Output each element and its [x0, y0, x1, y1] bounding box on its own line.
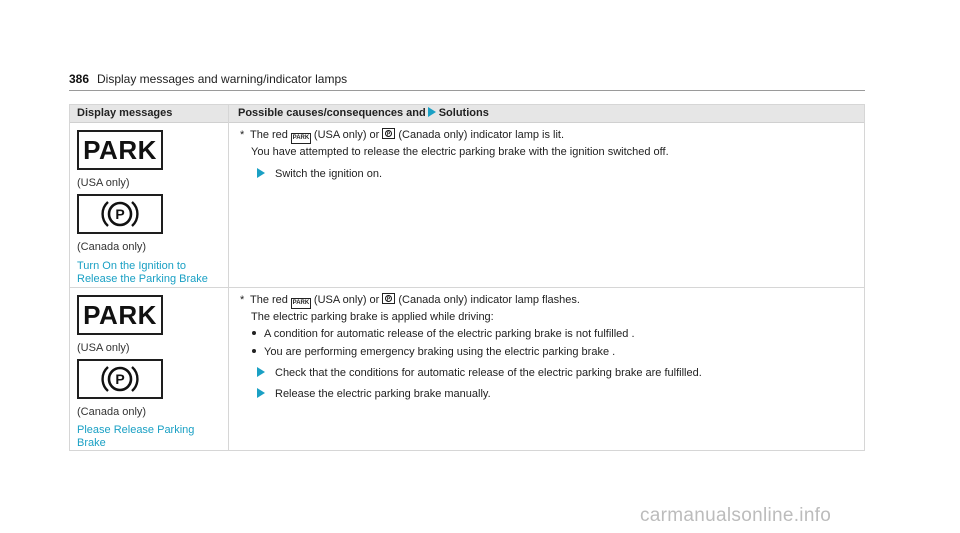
- column-header-causes-text: Possible causes/consequences and: [238, 107, 426, 119]
- parking-brake-p-icon: [77, 359, 163, 399]
- mini-p-icon: [382, 128, 395, 139]
- cause-mid: (USA only) or: [313, 294, 380, 306]
- solution-arrow-icon: [257, 168, 265, 178]
- bullet-text: You are performing emergency braking using the electric parking brake .: [264, 346, 616, 358]
- arrow-right-icon: [428, 107, 436, 117]
- cause-detail: The electric parking brake is applied while driving:: [251, 311, 494, 323]
- footnote-star: *: [240, 129, 245, 141]
- cause-post: (Canada only) indicator lamp is lit.: [398, 129, 565, 141]
- column-header-causes: [238, 107, 489, 119]
- page-number: 386: [69, 72, 90, 86]
- solution-arrow-icon: [257, 388, 265, 398]
- solution-text: Release the electric parking brake manually.: [275, 388, 491, 400]
- canada-only-label: (Canada only): [77, 241, 147, 253]
- cause-detail: You have attempted to release the electric parking brake with the ignition switched off.: [251, 146, 669, 158]
- parking-brake-p-icon: [77, 194, 163, 234]
- table-header: [70, 105, 864, 123]
- solution-item: [257, 168, 382, 180]
- canada-only-label: (Canada only): [77, 406, 147, 418]
- section-title: Display messages and warning/indicator lamps: [97, 72, 348, 86]
- bullet-item: [251, 328, 635, 340]
- watermark: carmanualsonline.info: [640, 505, 832, 526]
- solution-arrow-icon: [257, 367, 265, 377]
- cause-pre: The red: [250, 129, 288, 141]
- usa-only-label: (USA only): [77, 177, 130, 189]
- column-divider: [228, 105, 229, 450]
- page-header: [69, 70, 865, 91]
- bullet-dot-icon: [252, 349, 256, 353]
- column-header-display-messages: Display messages: [77, 107, 173, 119]
- svg-text:P: P: [387, 296, 391, 303]
- row-divider: [70, 287, 864, 288]
- solution-text: Switch the ignition on.: [275, 168, 383, 180]
- usa-only-label: (USA only): [77, 342, 130, 354]
- display-message-text: Turn On the Ignition to Release the Parking Brake: [77, 260, 208, 285]
- svg-text:P: P: [115, 371, 125, 387]
- column-header-solutions-text: Solutions: [438, 107, 489, 119]
- bullet-item: [251, 346, 615, 358]
- mini-park-icon: PARK: [291, 133, 311, 144]
- cause-pre: The red: [250, 294, 288, 306]
- cause-mid: (USA only) or: [313, 129, 380, 141]
- display-messages-table: [69, 104, 865, 451]
- svg-text:P: P: [115, 206, 125, 222]
- bullet-text: A condition for automatic release of the electric parking brake is not fulfilled .: [264, 328, 635, 340]
- svg-text:P: P: [387, 131, 391, 138]
- solution-item: [257, 388, 491, 400]
- solution-text: Check that the conditions for automatic release of the electric parking brake are fulfilled.: [275, 367, 702, 379]
- solution-item: [257, 367, 702, 379]
- mini-park-icon: PARK: [291, 298, 311, 309]
- park-indicator-icon: PARK: [77, 130, 163, 170]
- park-indicator-icon: PARK: [77, 295, 163, 335]
- display-message-text: Please Release Parking Brake: [77, 424, 195, 449]
- bullet-dot-icon: [252, 331, 256, 335]
- cause-post: (Canada only) indicator lamp flashes.: [398, 294, 580, 306]
- footnote-star: *: [240, 294, 245, 306]
- cause-line: [240, 293, 580, 309]
- cause-line: [240, 128, 564, 144]
- mini-p-icon: [382, 293, 395, 304]
